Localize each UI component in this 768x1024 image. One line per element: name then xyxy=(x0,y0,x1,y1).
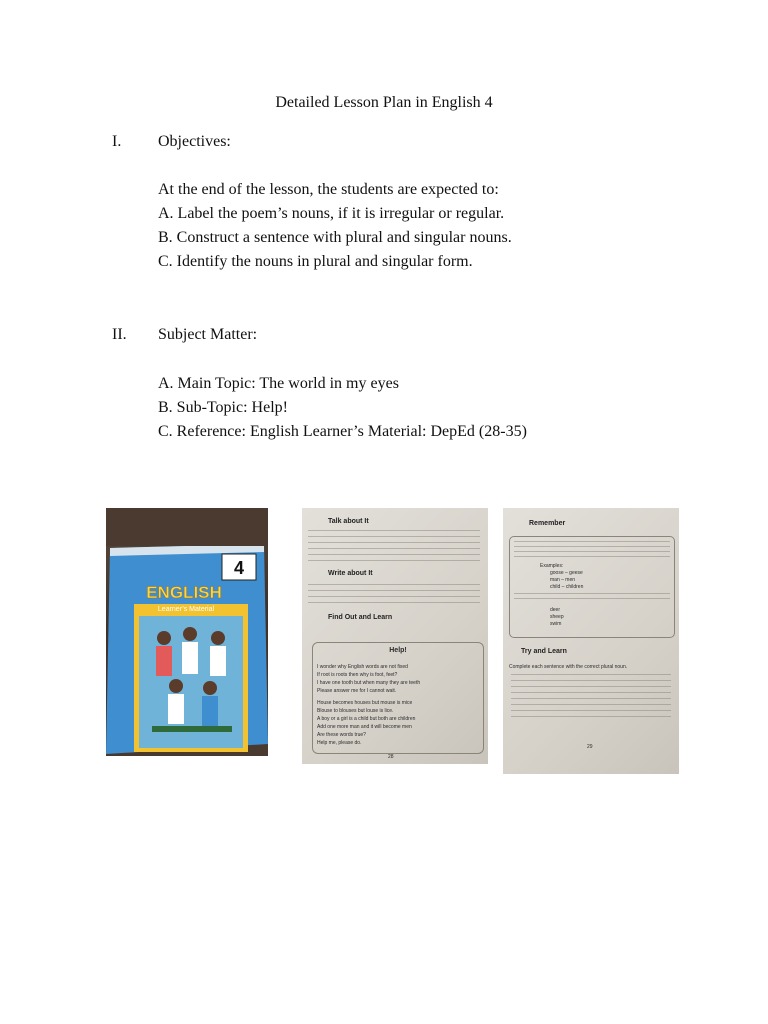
example-item: swim xyxy=(550,621,562,627)
text-lines-blur xyxy=(514,593,670,603)
poem-title: Help! xyxy=(389,647,407,654)
text-lines-blur xyxy=(511,674,671,722)
example-item: child – children xyxy=(550,584,584,590)
poem-line: Are these words true? xyxy=(317,732,366,738)
objective-item: C. Identify the nouns in plural and singular form. xyxy=(158,253,473,270)
example-item: sheep xyxy=(550,614,564,620)
book-subject: ENGLISH xyxy=(146,583,222,602)
poem-line: Blouse to blouses but louse is lice. xyxy=(317,708,394,714)
textbook-page-28-photo xyxy=(302,508,488,764)
try-and-learn-instruction: Complete each sentence with the correct plural noun. xyxy=(509,664,628,670)
objective-item: B. Construct a sentence with plural and singular nouns. xyxy=(158,229,512,246)
section-2-heading: Subject Matter: xyxy=(158,326,258,343)
subject-item: A. Main Topic: The world in my eyes xyxy=(158,375,399,392)
poem-line: Add one more man and it will become men xyxy=(317,724,412,730)
poem-box xyxy=(312,642,484,754)
book-subtitle: Learner’s Material xyxy=(157,606,215,613)
poem-line: Help me, please do. xyxy=(317,740,362,746)
subject-item: C. Reference: English Learner’s Material: DepEd (28-35) xyxy=(158,423,527,440)
page-number: 28 xyxy=(388,754,394,760)
poem-line: Please answer me for I cannot wait. xyxy=(317,688,397,694)
text-lines-blur xyxy=(308,584,480,608)
section-1-number: I. xyxy=(112,133,122,150)
section-2-number: II. xyxy=(112,326,127,343)
section-1-heading: Objectives: xyxy=(158,133,231,150)
text-lines-blur xyxy=(308,530,480,564)
subject-item: B. Sub-Topic: Help! xyxy=(158,399,288,416)
textbook-page-29-photo xyxy=(503,508,679,774)
example-item: goose – geese xyxy=(550,570,583,576)
poem-line: I have one tooth but when many they are teeth xyxy=(317,680,421,686)
talk-about-it-heading: Talk about It xyxy=(328,518,369,525)
objective-item: A. Label the poem’s nouns, if it is irregular or regular. xyxy=(158,205,505,222)
poem-line: I wonder why English words are not fixed xyxy=(317,664,408,670)
poem-line: House becomes houses but mouse is mice xyxy=(317,700,413,706)
examples-label: Examples: xyxy=(540,563,564,569)
poem-line: A boy or a girl is a child but both are children xyxy=(317,716,416,722)
page-number: 29 xyxy=(587,744,593,750)
poem-line: If root is roots then why is foot, feet? xyxy=(317,672,398,678)
find-out-and-learn-heading: Find Out and Learn xyxy=(328,614,393,621)
example-item: man – men xyxy=(550,577,576,583)
book-cover-image xyxy=(106,508,268,756)
objectives-intro: At the end of the lesson, the students are expected to: xyxy=(158,181,499,198)
book-cover-photo xyxy=(106,508,268,756)
grade-number: 4 xyxy=(233,558,245,578)
try-and-learn-heading: Try and Learn xyxy=(521,648,567,655)
text-lines-blur xyxy=(514,541,670,557)
write-about-it-heading: Write about It xyxy=(328,570,373,577)
document-title: Detailed Lesson Plan in English 4 xyxy=(275,94,493,111)
remember-box xyxy=(509,536,675,638)
remember-heading: Remember xyxy=(529,520,566,527)
example-item: deer xyxy=(550,607,561,613)
